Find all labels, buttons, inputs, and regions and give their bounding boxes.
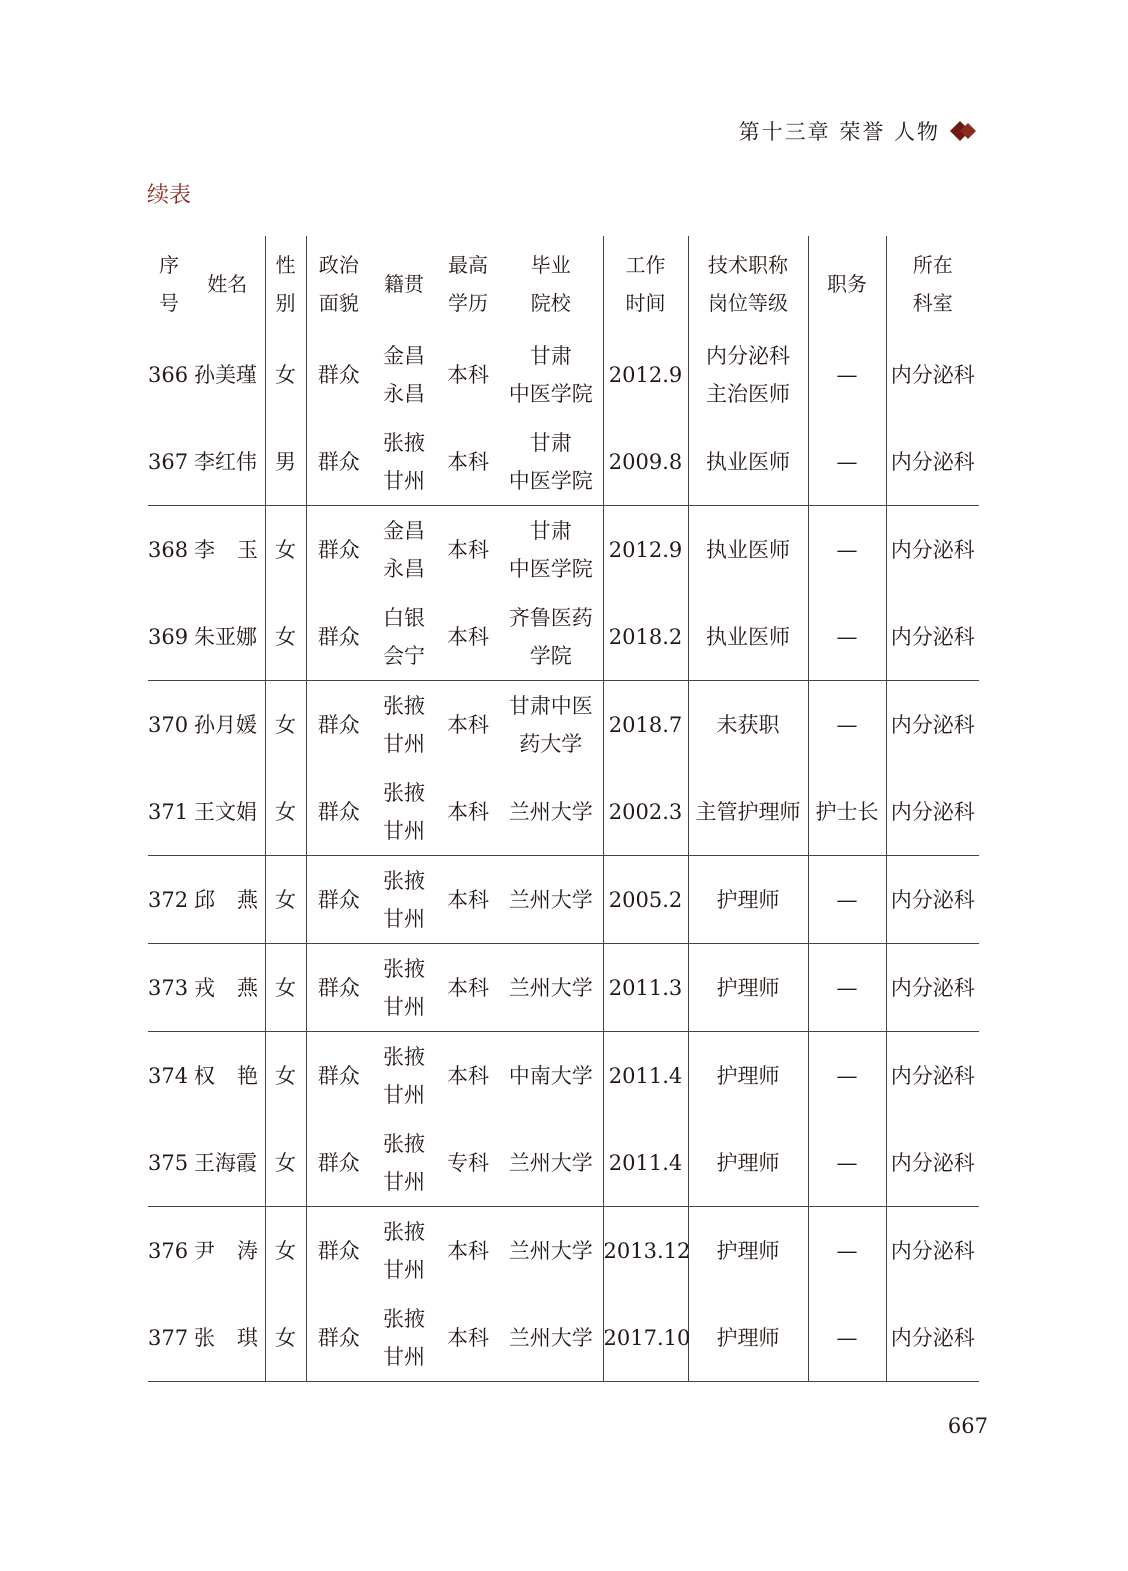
cell-dept: 内分泌科 — [890, 712, 975, 737]
cell-title — [688, 1032, 808, 1120]
cell-seq: 370 — [148, 712, 189, 737]
name-chars — [194, 793, 258, 831]
cell-position: 护士长 — [808, 768, 886, 856]
name-char: 月 — [215, 712, 236, 737]
table-header-row — [148, 236, 979, 331]
cell-work-time: 2002.3 — [603, 768, 688, 856]
name-char: 邱 — [194, 887, 215, 912]
cell-seq: 368 — [148, 537, 189, 562]
cell-origin-line: 永昌 — [383, 556, 425, 581]
cell-work-time: 2005.2 — [603, 856, 688, 944]
cell-work-time: 2011.3 — [603, 944, 688, 1032]
cell-name — [190, 506, 265, 594]
cell-name — [190, 1119, 265, 1207]
cell-name — [190, 681, 265, 769]
cell-title-line: 执业医师 — [706, 624, 790, 649]
cell-seq: 373 — [148, 944, 190, 1032]
name-char: 王 — [194, 1150, 215, 1175]
header-political — [306, 236, 371, 331]
cell-work-time: 2012.9 — [603, 331, 688, 418]
cell-origin-line: 甘州 — [383, 731, 425, 756]
table-row — [148, 944, 979, 1032]
cell-education: 本科 — [437, 418, 499, 506]
cell-origin-line: 张掖 — [383, 693, 425, 718]
cell-title-line: 主治医师 — [706, 381, 790, 406]
cell-education: 专科 — [437, 1119, 499, 1207]
cell-education: 本科 — [447, 1063, 489, 1088]
cell-school-line: 齐鲁医药 — [508, 605, 593, 630]
cell-title — [688, 1119, 808, 1207]
cell-position: — — [808, 506, 886, 594]
cell-position: — — [808, 1032, 886, 1120]
name-chars — [194, 706, 258, 744]
cell-work-time: 2018.2 — [603, 593, 688, 681]
running-head-text: 第十三章 荣誉 人物 — [738, 120, 940, 144]
cell-work-time: 2012.9 — [603, 506, 688, 594]
table-row — [148, 1032, 979, 1120]
cell-education: 本科 — [447, 362, 489, 387]
cell-origin — [371, 856, 437, 944]
cell-origin-line: 甘州 — [383, 468, 425, 493]
cell-origin — [371, 768, 437, 856]
header-name-line: 姓名 — [207, 271, 248, 296]
cell-origin — [371, 418, 437, 506]
cell-origin-line: 甘州 — [383, 906, 425, 931]
diamond-ornament-icon — [950, 120, 978, 142]
table-row — [148, 1294, 979, 1382]
cell-political: 群众 — [306, 944, 371, 1032]
header-title-line: 岗位等级 — [708, 290, 788, 315]
cell-title — [688, 1207, 808, 1295]
cell-position: — — [808, 418, 886, 506]
cell-gender: 女 — [265, 1294, 306, 1382]
name-char: 王 — [194, 799, 215, 824]
cell-origin-line: 张掖 — [383, 956, 425, 981]
cell-school-line: 中医学院 — [508, 381, 593, 406]
cell-dept: 内分泌科 — [886, 418, 979, 506]
cell-title — [688, 944, 808, 1032]
cell-political: 群众 — [306, 593, 371, 681]
cell-gender: 女 — [265, 681, 306, 769]
name-chars — [194, 1232, 258, 1270]
cell-name — [190, 1032, 265, 1120]
cell-gender: 女 — [265, 506, 306, 594]
cell-title-line: 护理师 — [716, 1063, 780, 1088]
cell-gender: 女 — [265, 768, 306, 856]
cell-position: — — [808, 681, 886, 769]
name-chars — [194, 443, 258, 481]
cell-dept: 内分泌科 — [886, 593, 979, 681]
cell-school — [499, 418, 603, 506]
header-school — [499, 236, 603, 331]
cell-school-line: 甘肃 — [529, 430, 572, 455]
table-row — [148, 331, 979, 418]
cell-political: 群众 — [317, 537, 360, 562]
cell-title — [688, 768, 808, 856]
cell-school — [499, 681, 603, 769]
cell-school-line: 兰州大学 — [508, 1150, 593, 1175]
cell-origin-line: 甘州 — [383, 1257, 425, 1282]
running-head — [739, 116, 978, 146]
header-political-line: 政治 — [318, 252, 359, 277]
cell-school — [499, 593, 603, 681]
header-seq-line: 号 — [159, 290, 179, 315]
cell-school — [499, 331, 603, 418]
name-chars — [194, 618, 258, 656]
header-political-line: 面貌 — [318, 290, 359, 315]
cell-origin-line: 会宁 — [383, 643, 425, 668]
cell-position: — — [808, 1294, 886, 1382]
name-char: 尹 — [194, 1238, 215, 1263]
cell-origin-line: 张掖 — [383, 780, 425, 805]
name-char: 李 — [194, 537, 215, 562]
name-char: 霞 — [236, 1150, 257, 1175]
cell-position: — — [808, 593, 886, 681]
cell-school-line: 中医学院 — [508, 556, 593, 581]
cell-political: 群众 — [306, 1119, 371, 1207]
cell-origin — [371, 506, 437, 594]
cell-gender: 女 — [265, 593, 306, 681]
cell-gender: 女 — [265, 944, 306, 1032]
cell-name — [190, 768, 265, 856]
cell-seq: 375 — [148, 1119, 190, 1207]
header-dept — [886, 236, 979, 331]
cell-name — [190, 418, 265, 506]
cell-origin — [371, 331, 437, 418]
header-gender — [265, 236, 306, 331]
name-char: 孙 — [194, 362, 215, 387]
cell-title-line: 主管护理师 — [695, 799, 801, 824]
cell-education: 本科 — [437, 1294, 499, 1382]
cell-school — [499, 944, 603, 1032]
cell-seq: 372 — [148, 856, 190, 944]
name-char: 娟 — [236, 799, 257, 824]
cell-title — [688, 856, 808, 944]
name-chars — [194, 531, 258, 569]
cell-gender: 女 — [265, 856, 306, 944]
name-char: 李 — [194, 449, 215, 474]
cell-title-line: 护理师 — [716, 887, 780, 912]
cell-title — [688, 418, 808, 506]
header-title — [688, 236, 808, 331]
cell-school-line: 甘肃中医 — [508, 693, 593, 718]
name-char: 海 — [215, 1150, 236, 1175]
header-education-line: 学历 — [448, 290, 488, 315]
cell-school-line: 兰州大学 — [508, 887, 593, 912]
header-origin-line: 籍贯 — [384, 271, 424, 296]
cell-title-line: 执业医师 — [706, 449, 790, 474]
cell-school-line: 甘肃 — [529, 518, 572, 543]
cell-school-line: 兰州大学 — [508, 799, 593, 824]
header-seq-line: 序 — [159, 252, 179, 277]
cell-title-line: 护理师 — [716, 1325, 780, 1350]
cell-origin-line: 张掖 — [383, 868, 425, 893]
cell-dept: 内分泌科 — [890, 362, 975, 387]
name-char: 戎 — [194, 975, 215, 1000]
cell-dept: 内分泌科 — [886, 856, 979, 944]
cell-origin-line: 张掖 — [383, 1306, 425, 1331]
cell-political: 群众 — [306, 768, 371, 856]
cell-political: 群众 — [306, 1294, 371, 1382]
header-title-line: 技术职称 — [708, 252, 788, 277]
cell-origin-line: 甘州 — [383, 1344, 425, 1369]
table-row — [148, 506, 979, 594]
table-body — [148, 331, 979, 1382]
table-row — [148, 681, 979, 769]
cell-origin-line: 张掖 — [383, 1219, 425, 1244]
cell-origin-line: 甘州 — [383, 1082, 425, 1107]
name-chars — [194, 881, 258, 919]
header-dept-line: 科室 — [912, 290, 953, 315]
name-char: 涛 — [237, 1238, 258, 1263]
name-chars — [194, 1319, 258, 1357]
cell-gender: 女 — [265, 1207, 306, 1295]
cell-school-line: 兰州大学 — [508, 975, 593, 1000]
table-row — [148, 856, 979, 944]
cell-dept: 内分泌科 — [890, 1238, 975, 1263]
cell-work-time: 2013.12 — [603, 1207, 688, 1295]
cell-work-time: 2011.4 — [603, 1119, 688, 1207]
name-char: 亚 — [215, 624, 236, 649]
cell-name — [190, 856, 265, 944]
header-origin — [371, 236, 437, 331]
name-char: 文 — [215, 799, 236, 824]
name-char: 美 — [215, 362, 236, 387]
name-chars — [194, 1057, 258, 1095]
table-row — [148, 1207, 979, 1295]
cell-education: 本科 — [447, 712, 489, 737]
cell-education: 本科 — [437, 856, 499, 944]
cell-origin — [371, 1294, 437, 1382]
header-gender-line: 性 — [275, 252, 296, 277]
cell-seq: 369 — [148, 593, 190, 681]
page-number: 667 — [947, 1414, 988, 1438]
cell-dept: 内分泌科 — [890, 537, 975, 562]
header-work-time — [603, 236, 688, 331]
name-chars — [194, 969, 258, 1007]
cell-origin-line: 白银 — [383, 605, 425, 630]
header-dept-line: 所在 — [912, 252, 953, 277]
cell-school — [499, 1207, 603, 1295]
cell-origin-line: 甘州 — [383, 994, 425, 1019]
cell-origin — [371, 1032, 437, 1120]
header-work-time-line: 时间 — [625, 290, 666, 315]
cell-title — [688, 681, 808, 769]
header-education-line: 最高 — [448, 252, 488, 277]
cell-name — [190, 593, 265, 681]
cell-seq: 371 — [148, 768, 190, 856]
cell-work-time: 2018.7 — [603, 681, 688, 769]
cell-position: — — [808, 1207, 886, 1295]
cell-political: 群众 — [317, 1063, 360, 1088]
cell-name — [190, 331, 265, 418]
name-char: 红 — [215, 449, 236, 474]
cell-position: — — [808, 1119, 886, 1207]
cell-title-line: 护理师 — [716, 1238, 780, 1263]
cell-gender: 女 — [265, 1032, 306, 1120]
staff-table — [148, 236, 979, 1382]
cell-origin-line: 甘州 — [383, 818, 425, 843]
header-work-time-line: 工作 — [625, 252, 666, 277]
cell-origin — [371, 1207, 437, 1295]
table-row — [148, 1119, 979, 1207]
cell-title-line: 护理师 — [716, 975, 780, 1000]
cell-name — [190, 944, 265, 1032]
cell-origin-line: 金昌 — [383, 343, 425, 368]
cell-gender: 男 — [265, 418, 306, 506]
cell-origin — [371, 593, 437, 681]
name-char: 媛 — [236, 712, 257, 737]
table-row — [148, 418, 979, 506]
cell-gender: 女 — [265, 331, 306, 418]
cell-seq: 366 — [148, 362, 189, 387]
cell-dept: 内分泌科 — [886, 1119, 979, 1207]
cell-origin-line: 永昌 — [383, 381, 425, 406]
cell-school — [499, 1032, 603, 1120]
cell-origin-line: 张掖 — [383, 1044, 425, 1069]
cell-education: 本科 — [437, 593, 499, 681]
cell-title-line: 护理师 — [716, 1150, 780, 1175]
cell-title-line: 执业医师 — [706, 537, 790, 562]
cell-seq: 376 — [148, 1238, 189, 1263]
cell-title — [688, 593, 808, 681]
header-school-line: 院校 — [530, 290, 571, 315]
name-char: 娜 — [236, 624, 257, 649]
cell-political: 群众 — [317, 362, 360, 387]
cell-work-time: 2011.4 — [603, 1032, 688, 1120]
name-char: 孙 — [194, 712, 215, 737]
header-position — [808, 236, 886, 331]
name-char: 玉 — [237, 537, 258, 562]
cell-school — [499, 856, 603, 944]
name-chars — [194, 356, 258, 394]
cell-education: 本科 — [447, 537, 489, 562]
name-char: 燕 — [237, 975, 258, 1000]
cell-dept: 内分泌科 — [890, 1063, 975, 1088]
name-char: 张 — [194, 1325, 215, 1350]
cell-seq: 367 — [148, 418, 190, 506]
header-name — [190, 236, 265, 331]
cell-school-line: 中南大学 — [508, 1063, 593, 1088]
cell-school-line: 甘肃 — [529, 343, 572, 368]
cell-education: 本科 — [447, 1238, 489, 1263]
cell-school-line: 兰州大学 — [508, 1325, 593, 1350]
cell-title — [688, 1294, 808, 1382]
cell-title — [688, 331, 808, 418]
cell-name — [190, 1207, 265, 1295]
header-school-line: 毕业 — [530, 252, 571, 277]
table-row — [148, 593, 979, 681]
cell-dept: 内分泌科 — [886, 1294, 979, 1382]
cell-school — [499, 768, 603, 856]
cell-origin-line: 张掖 — [383, 1131, 425, 1156]
continuation-label: 续表 — [147, 183, 192, 208]
cell-origin-line: 张掖 — [383, 430, 425, 455]
cell-dept: 内分泌科 — [886, 768, 979, 856]
cell-school — [499, 506, 603, 594]
cell-education: 本科 — [437, 768, 499, 856]
name-char: 艳 — [237, 1063, 258, 1088]
table-row — [148, 768, 979, 856]
cell-position: — — [808, 944, 886, 1032]
cell-gender: 女 — [265, 1119, 306, 1207]
name-char: 朱 — [194, 624, 215, 649]
cell-work-time: 2017.10 — [603, 1294, 688, 1382]
header-education — [437, 236, 499, 331]
cell-political: 群众 — [306, 418, 371, 506]
cell-position: — — [808, 856, 886, 944]
header-seq — [148, 236, 190, 331]
cell-education: 本科 — [437, 944, 499, 1032]
header-position-line: 职务 — [827, 271, 867, 296]
cell-seq: 374 — [148, 1063, 189, 1088]
cell-political: 群众 — [317, 1238, 360, 1263]
cell-school-line: 学院 — [529, 643, 572, 668]
cell-school — [499, 1119, 603, 1207]
cell-origin — [371, 1119, 437, 1207]
name-char: 燕 — [237, 887, 258, 912]
name-char: 瑾 — [236, 362, 257, 387]
name-char: 权 — [194, 1063, 215, 1088]
header-gender-line: 别 — [275, 290, 296, 315]
cell-political: 群众 — [306, 856, 371, 944]
name-char: 伟 — [236, 449, 257, 474]
cell-title — [688, 506, 808, 594]
cell-school-line: 药大学 — [519, 731, 583, 756]
cell-political: 群众 — [317, 712, 360, 737]
cell-school-line: 兰州大学 — [508, 1238, 593, 1263]
cell-title-line: 内分泌科 — [706, 343, 790, 368]
name-chars — [194, 1144, 258, 1182]
cell-title-line: 未获职 — [716, 712, 780, 737]
cell-school-line: 中医学院 — [508, 468, 593, 493]
name-char: 琪 — [237, 1325, 258, 1350]
cell-work-time: 2009.8 — [603, 418, 688, 506]
cell-origin — [371, 681, 437, 769]
cell-dept: 内分泌科 — [886, 944, 979, 1032]
cell-origin-line: 甘州 — [383, 1169, 425, 1194]
cell-position: — — [808, 331, 886, 418]
cell-name — [190, 1294, 265, 1382]
cell-school — [499, 1294, 603, 1382]
cell-seq: 377 — [148, 1294, 190, 1382]
cell-origin-line: 金昌 — [383, 518, 425, 543]
cell-origin — [371, 944, 437, 1032]
